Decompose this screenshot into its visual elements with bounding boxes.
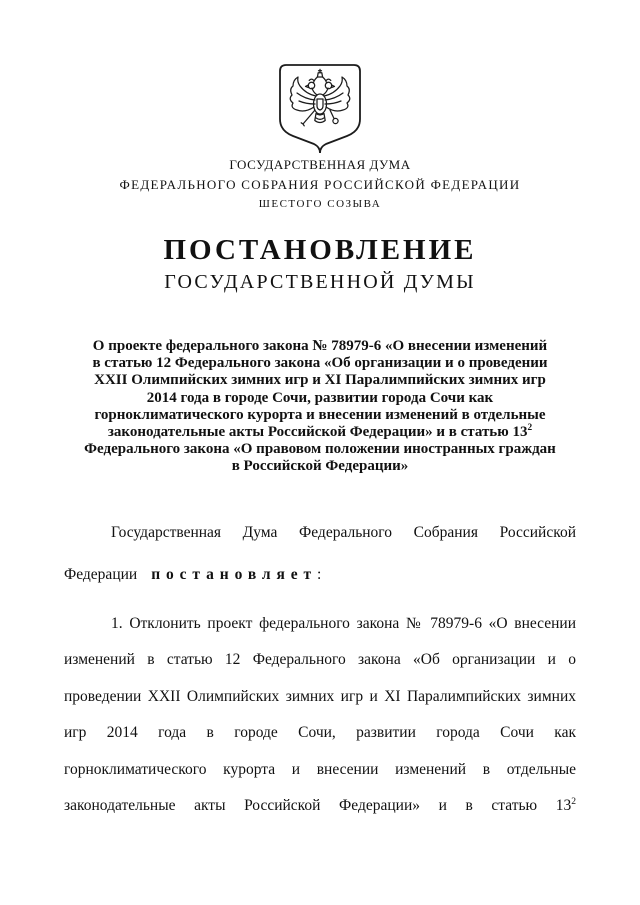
colon: : [317, 565, 322, 583]
subject-line: в статью 12 Федерального закона «Об организации и о проведении [92, 355, 548, 372]
resolution-subject [65, 338, 575, 476]
body-line: горноклиматического курорта и внесении изменений в отдельные [64, 760, 576, 778]
superscript: 2 [527, 423, 533, 434]
body-line-text: законодательные акты Российской Федерации» и в статью 13 [64, 797, 572, 815]
document-title: ПОСТАНОВЛЕНИЕ [163, 234, 477, 266]
body-line: игр 2014 года в городе Сочи, развитии города Сочи как [64, 724, 576, 742]
org-name-line1: ГОСУДАРСТВЕННАЯ ДУМА [229, 157, 411, 172]
opening-paragraph [64, 512, 576, 596]
subject-line: XXII Олимпийских зимних игр и XI Паралимпийских зимних игр [94, 372, 546, 389]
emblem-container [0, 0, 640, 154]
superscript: 2 [571, 795, 576, 807]
subject-line [65, 424, 575, 441]
subject-line: 2014 года в городе Сочи, развитии города Сочи как [146, 389, 494, 406]
document-subtitle: ГОСУДАРСТВЕННОЙ ДУМЫ [164, 271, 476, 293]
body-line: Государственная Дума Федерального Собрания Российской [111, 523, 576, 541]
org-convocation-line: ШЕСТОГО СОЗЫВА [258, 198, 382, 210]
body-line: 1. Отклонить проект федерального закона № 78979-6 «О внесении [111, 614, 576, 632]
resolution-body [64, 512, 576, 825]
item-1-paragraph [64, 606, 576, 825]
body-line-text: Федерации [64, 565, 138, 583]
subject-line-text: законодательные акты Российской Федерации» и в статью 13 [107, 424, 528, 441]
subject-line: горноклиматического курорта и внесении изменений в отдельные [94, 406, 546, 423]
subject-line: О проекте федерального закона № 78979-6 «О внесении изменений [92, 338, 548, 354]
subject-line: в Российской Федерации» [231, 458, 409, 475]
russia-coat-of-arms-icon [276, 62, 364, 154]
body-line [64, 554, 576, 596]
body-line: изменений в статью 12 Федерального закона «Об организации и о [64, 651, 576, 669]
org-name-line2: ФЕДЕРАЛЬНОГО СОБРАНИЯ РОССИЙСКОЙ ФЕДЕРАЦИИ [119, 177, 521, 192]
subject-line: Федерального закона «О правовом положении иностранных граждан [84, 441, 556, 458]
resolves-keyword: постановляет [151, 565, 318, 583]
body-line: проведении XXII Олимпийских зимних игр и XI Паралимпийских зимних [64, 687, 576, 705]
body-line [64, 788, 576, 825]
